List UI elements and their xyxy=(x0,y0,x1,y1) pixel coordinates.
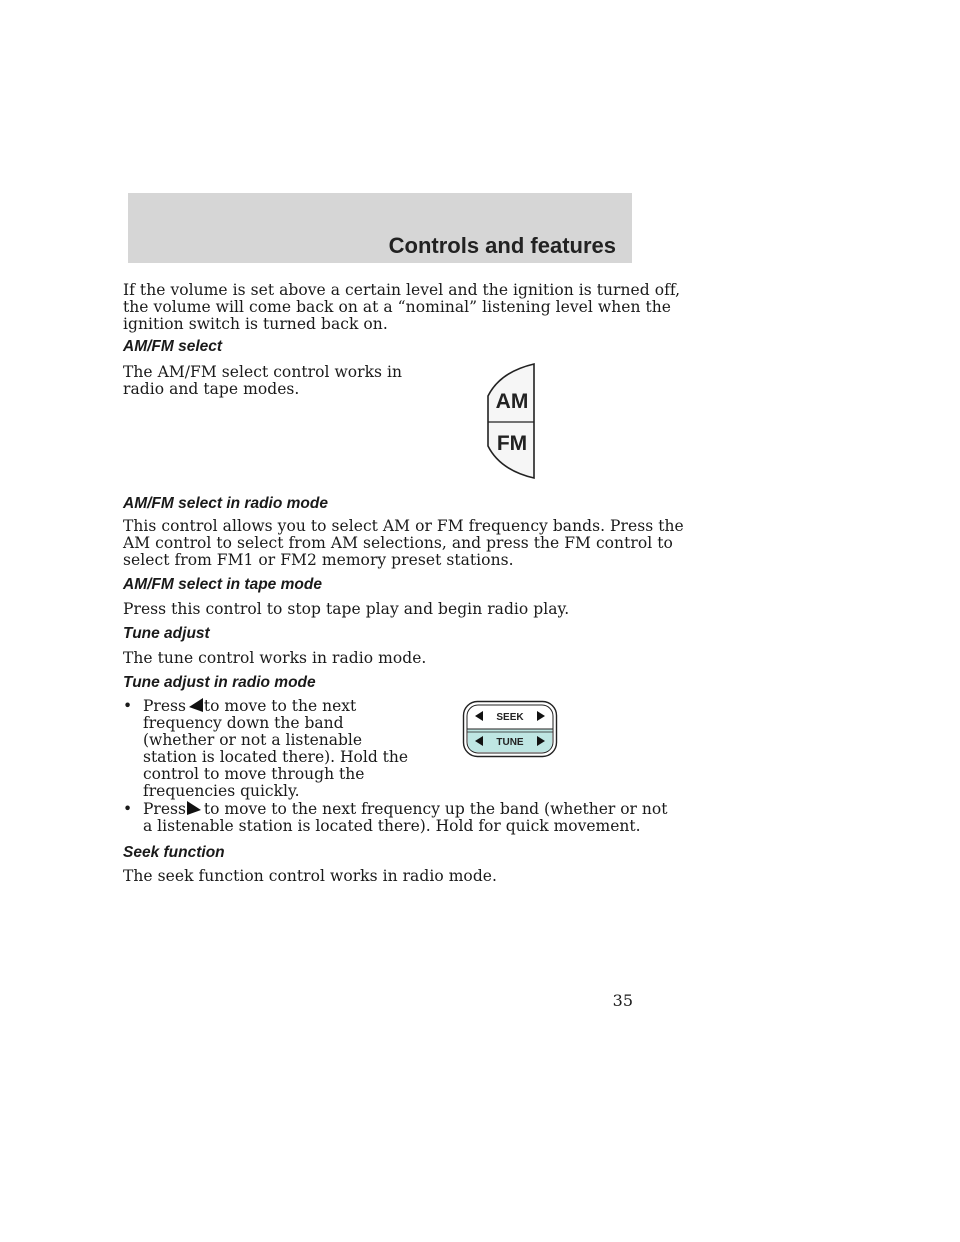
volume-note-paragraph xyxy=(123,282,680,333)
text-line: ignition switch is turned back on. xyxy=(123,315,388,333)
text-line: station is located there). Hold the xyxy=(143,748,409,766)
text-line: a listenable station is located there). Hold for quick movement. xyxy=(143,817,641,835)
bullet-tune-down xyxy=(143,698,408,800)
heading-seek-function: Seek function xyxy=(123,844,225,861)
text-line: the volume will come back on at a “nominal” listening level when the xyxy=(123,298,672,316)
text-run: to move to the next xyxy=(203,697,357,715)
text-line: frequency down the band xyxy=(143,714,344,732)
page-number: 35 xyxy=(612,991,633,1010)
text-line xyxy=(143,801,667,818)
amfm-radio-paragraph xyxy=(123,518,684,569)
bullet-tune-up xyxy=(143,801,667,835)
seek-paragraph: The seek function control works in radio mode. xyxy=(123,867,497,885)
heading-tune-radio-mode: Tune adjust in radio mode xyxy=(123,674,316,691)
text-line: frequencies quickly. xyxy=(143,782,300,800)
fm-label: FM xyxy=(496,432,528,455)
am-label: AM xyxy=(495,390,529,413)
text-line: The AM/FM select control works in xyxy=(123,363,403,381)
text-line: control to move through the xyxy=(143,765,365,783)
text-line: AM control to select from AM selections, and press the FM control to xyxy=(123,534,673,552)
seek-label: SEEK xyxy=(496,712,524,723)
arrow-left-icon xyxy=(186,698,204,712)
arrow-right-icon xyxy=(186,801,204,815)
tune-adjust-paragraph: The tune control works in radio mode. xyxy=(123,649,427,667)
heading-amfm-radio-mode: AM/FM select in radio mode xyxy=(123,495,328,512)
press-word: Press xyxy=(143,697,186,715)
text-line: (whether or not a listenable xyxy=(143,731,363,749)
text-line: This control allows you to select AM or FM frequency bands. Press the xyxy=(123,517,684,535)
seek-tune-button-illustration xyxy=(462,700,558,758)
bullet-marker: • xyxy=(123,800,133,818)
press-word: Press xyxy=(143,800,186,818)
heading-amfm-tape-mode: AM/FM select in tape mode xyxy=(123,576,322,593)
text-run: to move to the next frequency up the band (whether or not xyxy=(203,800,668,818)
section-title: Controls and features xyxy=(388,233,616,258)
heading-tune-adjust: Tune adjust xyxy=(123,625,210,642)
tune-label: TUNE xyxy=(496,737,524,748)
text-line: radio and tape modes. xyxy=(123,380,300,398)
amfm-select-button-illustration xyxy=(480,360,544,482)
amfm-tape-paragraph: Press this control to stop tape play and begin radio play. xyxy=(123,600,570,618)
text-line xyxy=(143,698,408,715)
bullet-marker: • xyxy=(123,697,133,715)
text-line: If the volume is set above a certain level and the ignition is turned off, xyxy=(123,281,681,299)
section-header-band xyxy=(128,193,632,263)
amfm-select-paragraph xyxy=(123,364,402,398)
heading-amfm-select: AM/FM select xyxy=(123,338,223,355)
text-line: select from FM1 or FM2 memory preset stations. xyxy=(123,551,514,569)
